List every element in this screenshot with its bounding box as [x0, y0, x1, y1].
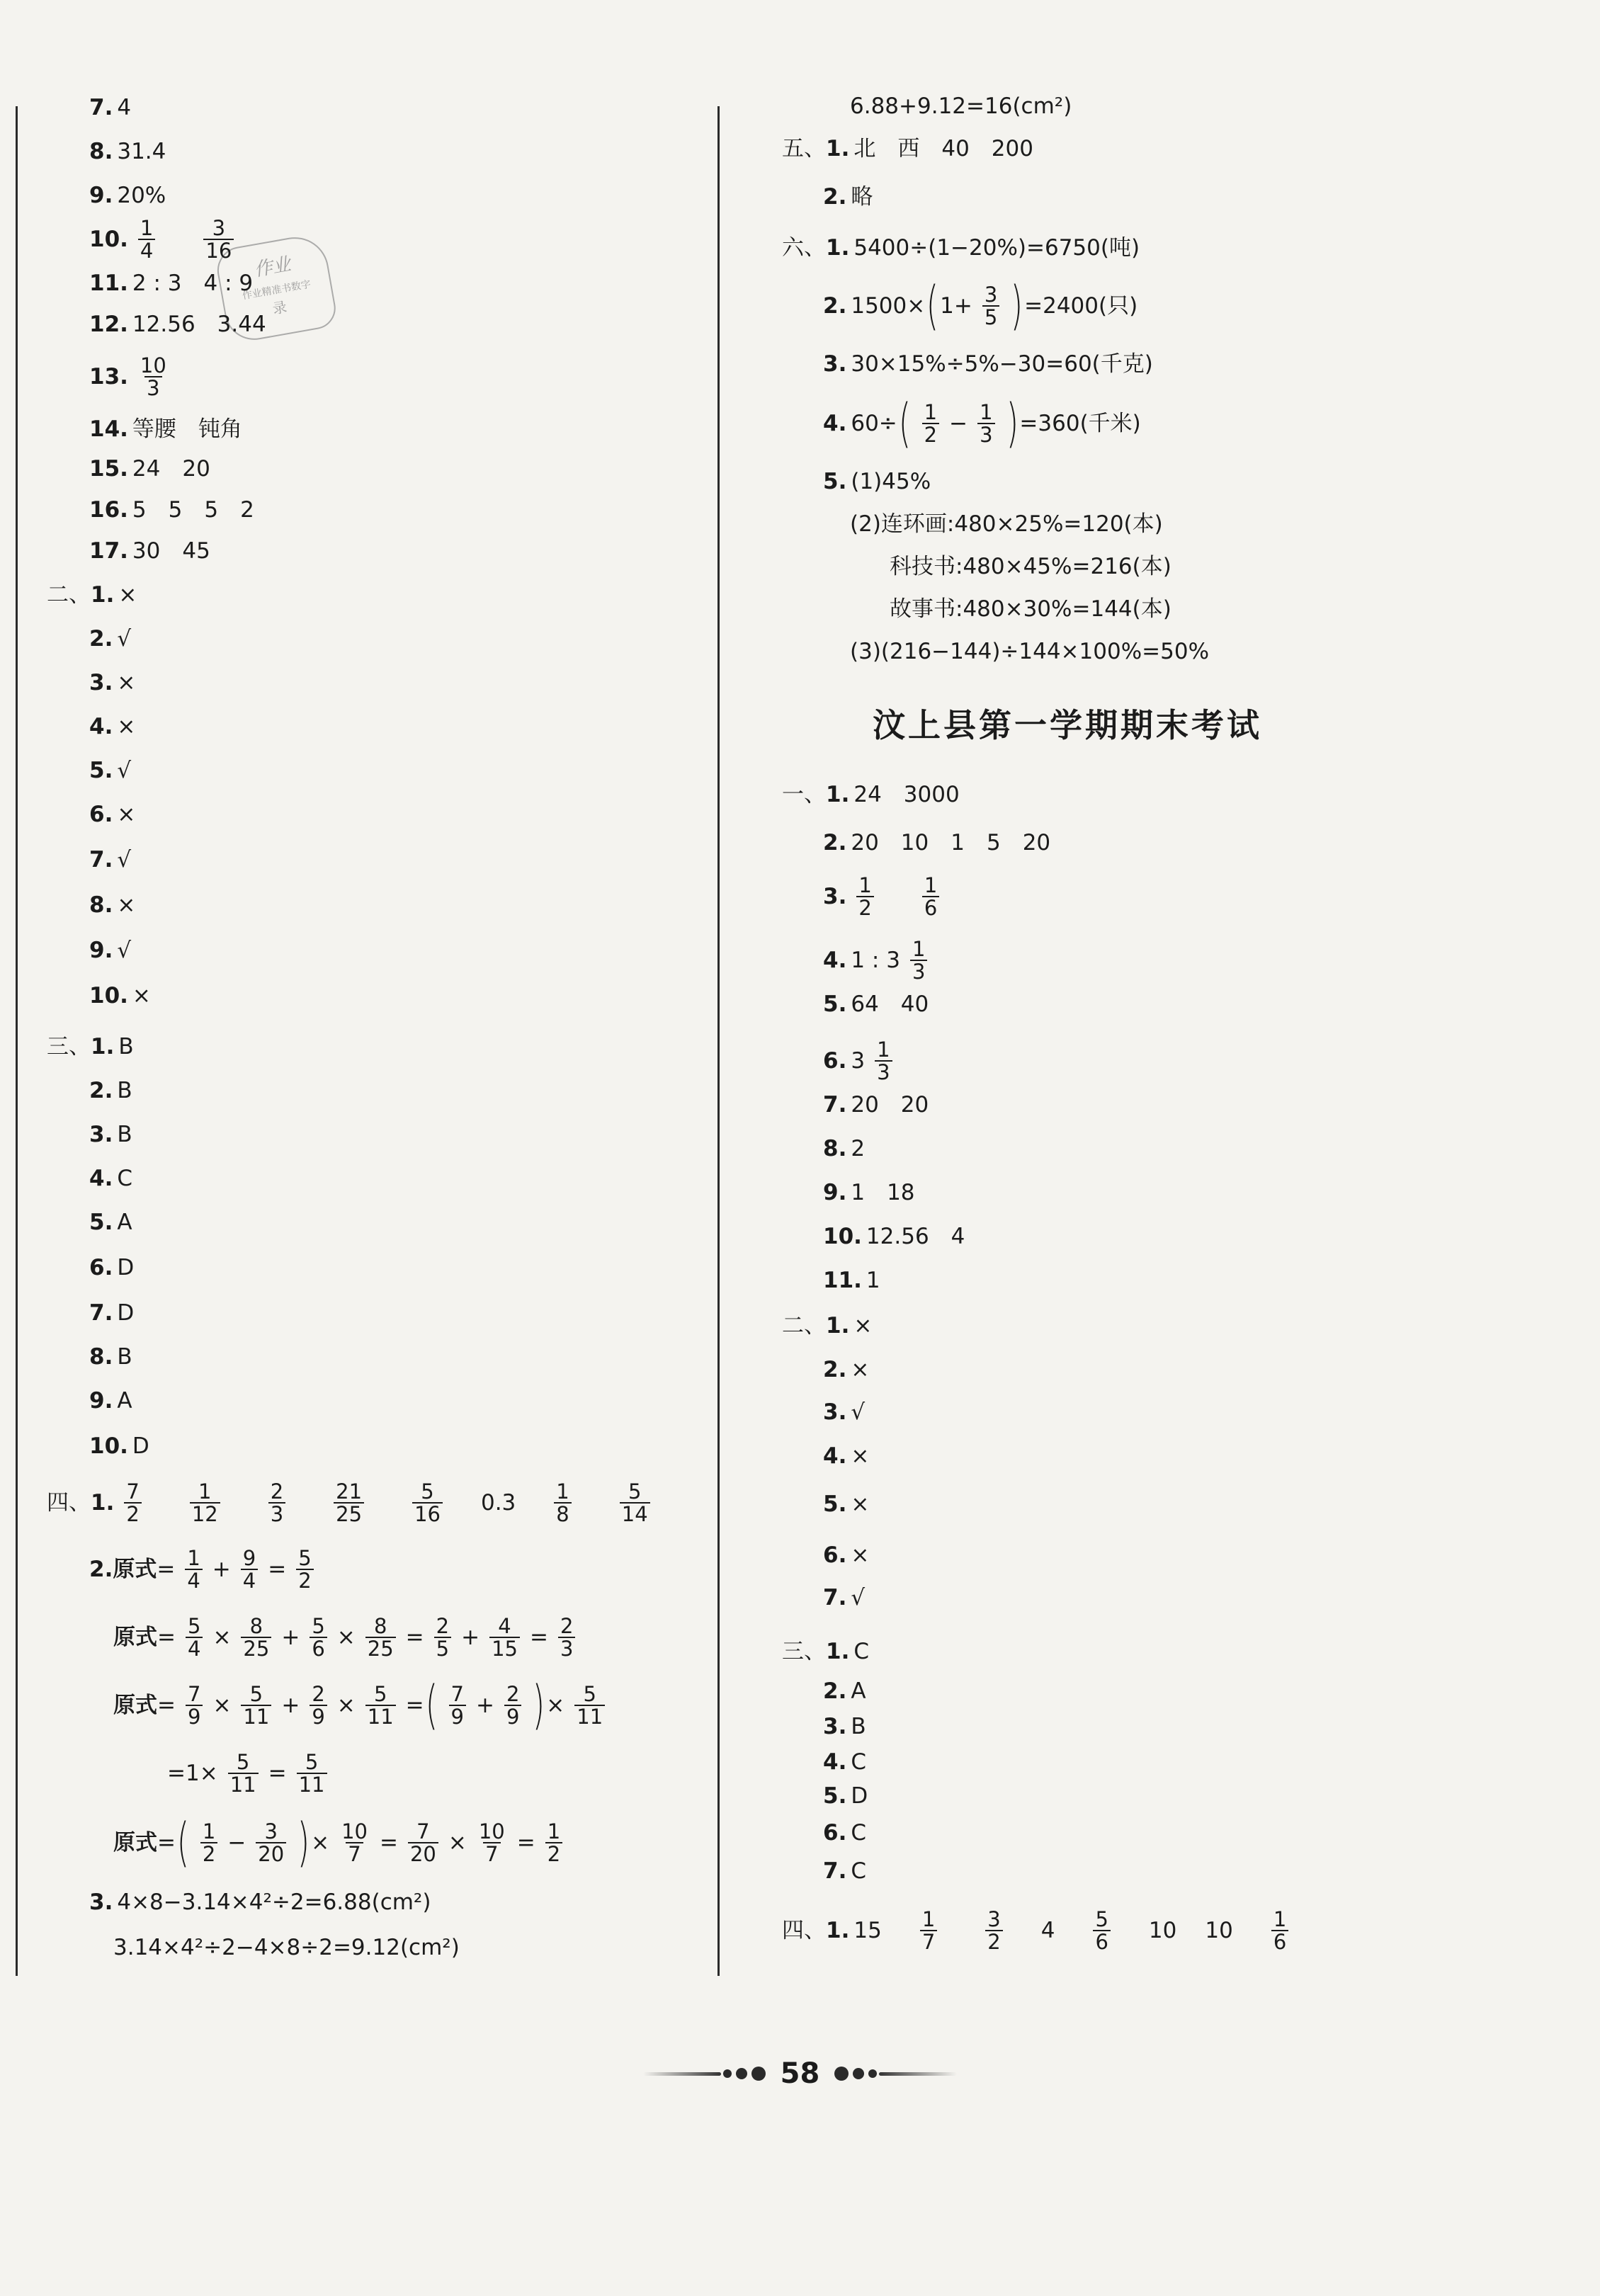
equation-line: 4. 60÷ ( $\frac{1}{2}$ − $\frac{1}{3}$ ) =360(千米): [823, 393, 1141, 454]
list-item: 2. B: [89, 1078, 132, 1103]
list-item: 6.88+9.12=16(cm²): [850, 93, 1072, 119]
list-item: 6. D: [89, 1255, 135, 1280]
list-item: 9. 20%: [89, 183, 166, 208]
list-item: 2. 20 10 1 5 20: [823, 830, 1051, 856]
list-item: 3. ×: [89, 670, 136, 695]
section-4-item: 四、 1. 15 $\frac{1}{7}$ $\frac{3}{2}$ 4 $\frac{5}{6}$ 10 10 $\frac{1}{6}$: [782, 1915, 1298, 1946]
page-footer: [0, 2052, 1600, 2095]
fraction: $\frac{5}{4}$: [186, 1615, 203, 1660]
list-item: 9. A: [89, 1388, 132, 1414]
footer-ornament-right: [832, 2067, 957, 2081]
fraction: $\frac{1}{6}$: [1271, 1909, 1288, 1953]
list-item: 6. ×: [823, 1542, 870, 1568]
list-item: 14. 等腰 钝角: [89, 416, 242, 442]
fraction: $\frac{21}{25}$: [334, 1481, 364, 1525]
list-item: 8. 31.4: [89, 139, 166, 164]
section-2-item: 二、 1. ×: [782, 1313, 873, 1339]
fraction: $\frac{2}{9}$: [504, 1683, 521, 1728]
list-item: 15. 24 20: [89, 456, 210, 482]
fraction: $\frac{10}{3}$: [140, 353, 166, 400]
list-item: 10. ×: [89, 983, 151, 1008]
fraction: $\frac{7}{20}$: [408, 1821, 438, 1865]
fraction: $\frac{3}{2}$: [985, 1909, 1002, 1953]
fraction: $\frac{3}{5}$: [982, 284, 999, 329]
left-margin-rule: [16, 106, 18, 1976]
list-item: 7. D: [89, 1300, 135, 1326]
equation-line: 原式 = $\frac{5}{4}$ × $\frac{8}{25}$ + $\frac{5}{6}$ × $\frac{8}{25}$ = $\frac{2}{5}$ + $\frac{4}{15}$ = $\frac{2}{3}$: [113, 1622, 585, 1653]
exam-title: 汶上县第一学期期末考试: [873, 706, 1262, 744]
fraction: $\frac{3}{20}$: [256, 1821, 286, 1865]
fraction: $\frac{1}{2}$: [922, 402, 939, 446]
fraction: $\frac{5}{11}$: [365, 1683, 396, 1728]
fraction: $\frac{5}{11}$: [241, 1683, 271, 1728]
fraction: $\frac{1}{8}$: [554, 1481, 571, 1525]
list-item: 科技书:480×45%=216(本): [890, 554, 1171, 579]
list-item: 17. 30 45: [89, 538, 210, 564]
list-item: 2. ×: [823, 1357, 870, 1382]
list-item: 9. √: [89, 938, 132, 963]
section-6-item: 六、 1. 5400÷(1−20%)=6750(吨): [782, 235, 1140, 261]
fraction: $\frac{1}{3}$: [910, 938, 927, 983]
fraction: $\frac{10}{7}$: [341, 1819, 368, 1866]
fraction: $\frac{10}{7}$: [478, 1819, 505, 1866]
fraction: $\frac{3}{16}$: [203, 217, 234, 262]
fraction: $\frac{1}{2}$: [545, 1821, 562, 1865]
fraction: $\frac{5}{2}$: [296, 1547, 313, 1592]
list-item: 4. ×: [89, 714, 136, 739]
equation-line: 2. 原式 = $\frac{1}{4}$ + $\frac{9}{4}$ = $\frac{5}{2}$: [89, 1554, 324, 1585]
homework-stamp: 作业 作业精准书数字 录: [214, 232, 339, 344]
list-item: 8. ×: [89, 892, 136, 918]
list-item: 4. C: [823, 1749, 867, 1775]
list-item: 3. 4×8−3.14×4²÷2=6.88(cm²): [89, 1889, 431, 1915]
list-item: 5. √: [89, 758, 132, 783]
list-item: 6. 3 $\frac{1}{3}$: [823, 1045, 902, 1076]
fraction: $\frac{2}{3}$: [268, 1481, 285, 1525]
fraction: $\frac{5}{11}$: [228, 1751, 259, 1796]
fraction: $\frac{1}{2}$: [200, 1821, 217, 1865]
list-item: (2)连环画:480×25%=120(本): [850, 511, 1163, 537]
fraction: $\frac{1}{3}$: [875, 1039, 892, 1084]
list-item: 8. 2: [823, 1136, 866, 1161]
fraction: $\frac{5}{6}$: [310, 1615, 327, 1660]
fraction: $\frac{1}{6}$: [922, 875, 939, 919]
section-1-item: 一、 1. 24 3000: [782, 782, 960, 807]
list-item: 11. 2 : 3 4 : 9: [89, 271, 254, 296]
equation-line: 原式 = ( $\frac{1}{2}$ − $\frac{3}{20}$ ) × $\frac{10}{7}$ = $\frac{7}{20}$ × $\frac{10}{7}$ = $\frac{1}{2}$: [113, 1827, 572, 1858]
list-item: 5. (1)45%: [823, 469, 931, 494]
list-item: 6. C: [823, 1820, 867, 1846]
fraction: $\frac{7}{2}$: [124, 1481, 141, 1525]
list-item: 5. D: [823, 1783, 868, 1809]
footer-ornament-left: [643, 2067, 768, 2081]
fraction: $\frac{5}{14}$: [620, 1481, 650, 1525]
fraction: $\frac{1}{2}$: [856, 875, 873, 919]
fraction: $\frac{1}{4}$: [185, 1547, 202, 1592]
fraction: $\frac{5}{11}$: [297, 1751, 327, 1796]
list-item: 3. √: [823, 1399, 866, 1425]
page-number: 58: [780, 2057, 820, 2090]
fraction: $\frac{1}{3}$: [977, 402, 994, 446]
list-item: 6. ×: [89, 802, 136, 827]
list-item: 9. 1 18: [823, 1180, 915, 1205]
equation-line: 原式 = $\frac{7}{9}$ × $\frac{5}{11}$ + $\frac{2}{9}$ × $\frac{5}{11}$ = ( $\frac{7}{9}$ + $\frac{2}{9}$ ) × $\frac{5}{11}$: [113, 1690, 615, 1721]
fraction: $\frac{2}{9}$: [310, 1683, 327, 1728]
list-item: 5. ×: [823, 1491, 870, 1517]
fraction: $\frac{9}{4}$: [241, 1547, 258, 1592]
fraction: $\frac{5}{11}$: [574, 1683, 605, 1728]
list-item: 12. 12.56 3.44: [89, 312, 266, 337]
list-item: 8. B: [89, 1344, 132, 1370]
list-item: 7. 20 20: [823, 1092, 929, 1118]
list-item: 3.14×4²÷2−4×8÷2=9.12(cm²): [113, 1935, 460, 1960]
list-item: 10. $\frac{1}{4}$ $\frac{3}{16}$: [89, 224, 244, 255]
list-item: 3. B: [823, 1714, 866, 1739]
list-item: 3. B: [89, 1122, 132, 1147]
list-item: 7. √: [89, 847, 132, 873]
list-item: 10. D: [89, 1433, 149, 1459]
list-item: 4. ×: [823, 1443, 870, 1469]
list-item: 4. C: [89, 1166, 133, 1191]
fraction: $\frac{1}{4}$: [138, 217, 155, 262]
fraction: $\frac{2}{5}$: [434, 1615, 451, 1660]
list-item: 3. $\frac{1}{2}$ $\frac{1}{6}$: [823, 881, 949, 912]
fraction: $\frac{1}{12}$: [190, 1481, 220, 1525]
equation-line: 2. 1500× ( 1+ $\frac{3}{5}$ ) =2400(只): [823, 275, 1138, 336]
list-item: 5. 64 40: [823, 991, 929, 1017]
fraction: $\frac{7}{9}$: [449, 1683, 466, 1728]
section-4-item: 四、 1. $\frac{7}{2}$ $\frac{1}{12}$ $\frac{2}{3}$ $\frac{21}{25}$ $\frac{5}{16}$ 0.3 $\frac{1}{8}$ $\frac{5}{14}$: [47, 1487, 660, 1518]
list-item: 13. $\frac{10}{3}$: [89, 361, 178, 392]
list-item: 7. 4: [89, 95, 132, 120]
list-item: 4. 1 : 3 $\frac{1}{3}$: [823, 945, 937, 976]
list-item: 7. √: [823, 1585, 866, 1610]
list-item: 故事书:480×30%=144(本): [890, 596, 1171, 622]
fraction: $\frac{7}{9}$: [186, 1683, 203, 1728]
list-item: 7. C: [823, 1858, 867, 1884]
section-5-item: 五、 1. 北 西 40 200: [782, 136, 1033, 161]
list-item: 2. 略: [823, 184, 873, 210]
list-item: 2. A: [823, 1678, 866, 1704]
fraction: $\frac{5}{16}$: [412, 1481, 443, 1525]
list-item: 11. 1: [823, 1268, 880, 1293]
fraction: $\frac{4}{15}$: [489, 1615, 520, 1660]
section-3-item: 三、 1. C: [782, 1639, 870, 1664]
list-item: 16. 5 5 5 2: [89, 497, 254, 523]
list-item: (3)(216−144)÷144×100%=50%: [850, 639, 1210, 664]
fraction: $\frac{1}{7}$: [920, 1909, 937, 1953]
list-item: 2. √: [89, 626, 132, 652]
section-2-item: 二、 1. ×: [47, 582, 137, 608]
fraction: $\frac{5}{6}$: [1093, 1909, 1110, 1953]
equation-line: = 1 × $\frac{5}{11}$ = $\frac{5}{11}$: [167, 1758, 337, 1789]
list-item: 5. A: [89, 1210, 132, 1235]
fraction: $\frac{8}{25}$: [365, 1615, 396, 1660]
fraction: $\frac{8}{25}$: [241, 1615, 271, 1660]
list-item: 3. 30×15%÷5%−30=60(千克): [823, 351, 1153, 377]
section-3-item: 三、 1. B: [47, 1034, 134, 1059]
column-divider: [717, 106, 720, 1976]
list-item: 10. 12.56 4: [823, 1224, 965, 1249]
fraction: $\frac{2}{3}$: [558, 1615, 575, 1660]
